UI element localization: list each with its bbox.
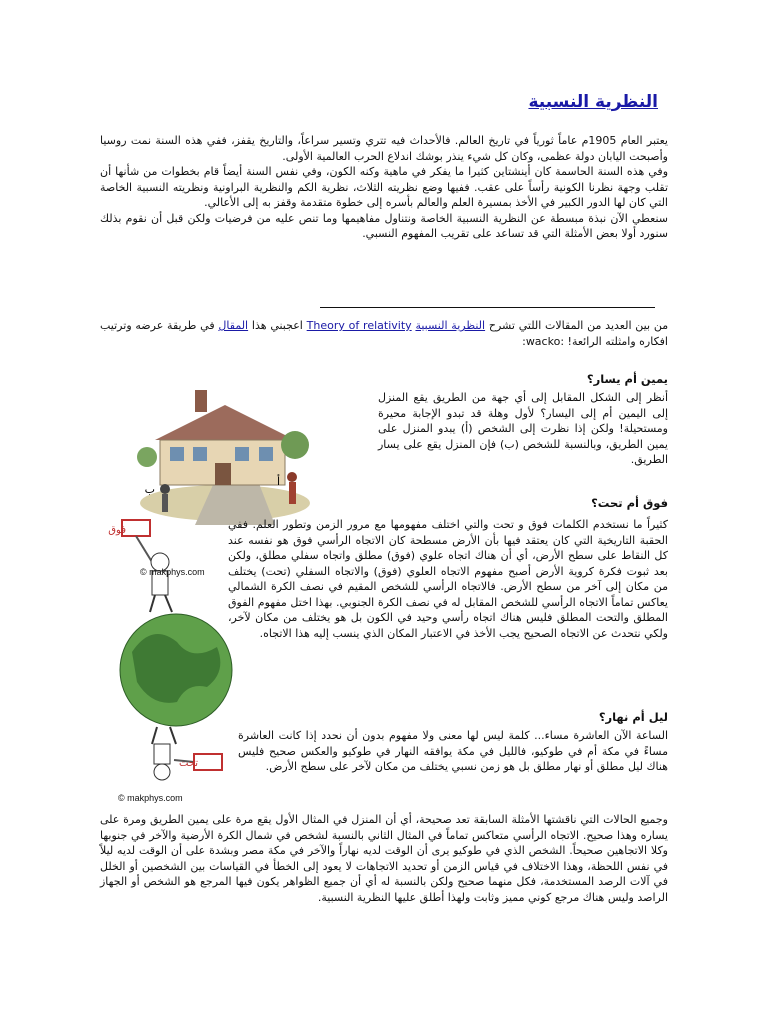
source-text-middle: اعجبني هذا	[251, 319, 303, 332]
image-credit-2: © makphys.com	[118, 793, 183, 803]
sign-top-text: فوق	[108, 525, 126, 536]
text-night-day: الساعة الآن العاشرة مساء... كلمة ليس لها معنى ولا مفهوم بدون أن نحدد إذا كانت العاشرة مساءً في مكة أم في طوكيو، فالليل في مكة يوافقه النهار في طوكيو والعكس صحيح فليس هناك ليل مطلق أو نهار مطلق بل هو زمن نسبي يختلف من مكان لآخر على سطح الأرض.	[238, 729, 668, 773]
image-credit-1: © makphys.com	[140, 567, 205, 577]
heading-right-left: يمين أم يسار؟	[586, 372, 668, 386]
label-a: أ	[276, 475, 280, 488]
heading-up-down: فوق أم تحت؟	[591, 496, 668, 510]
intro-paragraph-2: وفي هذه السنة الحاسمة كان أينشتاين كثيرا ما يفكر في ماهية وكنه الكون، وفي نفس السنة أيضاً قام بخطوات من شأنها أن تقلب وجهة نظرنا الكونية رأساً على عقب. ففيها وضع نظريته الثلاث، نظرية الكم والنظرية البراونية ونظريته النسبية الخاصة التي كان لها الدور الكبير في الأخذ بمسيرة العلم والعالم بأسره إلى خطوة متقدمة وقفز به إلى الأعالي.	[100, 165, 668, 209]
conclusion-text: وجميع الحالات التي ناقشتها الأمثلة السابقة تعد صحيحة، أي أن المنزل في المثال الأول يقع مرة على يمين الطريق ومرة على يساره وهذا صحيح. الاتجاه الرأسي متعاكس تماماً في المثال الثاني بالنسبة لشخص في شمال الكرة الأرضية والآخر في جنوبها وكلا الاتجاهين صحيحاً. الشخص الذي في طوكيو يرى أن الوقت لديه نهاراً والآخر في مكة مصر وبشدة على أن الوقت لديه ليلاً في نفس اللحظة، وهذا الاختلاف في قياس الزمن أو تحديد الاتجاهات لا يعود إلى الخطأ في القياسات بين الشخصين أو الخلل في آلات الرصد المستخدمة، فكل منهما صحيح ولكن بالنسبة له أي أن جميع الظواهر يكون فيها المرجع هو الشخص أو الجهاز الراصد وليس هناك مرجع كوني مميز وثابت ولهذا أطلق عليها النظرية النسبية.	[100, 813, 668, 904]
source-note	[100, 318, 668, 349]
house-road-illustration	[135, 385, 310, 525]
link-relativity-en[interactable]: Theory of relativity	[306, 319, 412, 332]
separator-line	[320, 307, 655, 308]
heading-night-day: ليل أم نهار؟	[598, 710, 668, 724]
intro-text	[100, 133, 668, 242]
sign-bottom-text: تحت	[178, 758, 198, 769]
source-text-after: في طريقة عرضه وترتيب افكاره وامثلته الرائعة!	[100, 319, 668, 348]
link-article[interactable]: المقال	[218, 319, 249, 332]
emoticon-tag: :wacko:	[522, 334, 565, 348]
source-text-before: من بين العديد من المقالات اللتي تشرح	[488, 319, 669, 332]
text-up-down: كثيراً ما نستخدم الكلمات فوق و تحت والتي اختلف مفهومها مع مرور الزمن وتطور العلم. ففي الحقبة التاريخية التي كان يعتقد فيها بأن الأرض مسطحة كان الاتجاه الرأسي فوق هو نفسه عند كل النقاط على سطح الأرض، أي أن هناك اتجاه علوي (فوق) مطلق واتجاه سفلي مطلق، ولكن بعد ثبوت فكرة كروية الأرض أصبح مفهوم الاتجاه العلوي (فوق) والاتجاه السفلي (تحت) يختلف من مكان إلى آخر من سطح الأرض. فالاتجاه الرأسي للشخص المقيم في نصف الكرة الشمالي يعاكس تماماً الاتجاه الرأسي للشخص المقابل له في نصف الكرة الجنوبي. بهذا اختل مفهوم الفوق المطلق والتحت المطلق فليس هناك اتجاه رأسي وحيد في الكون بل هو يختلف من مكان لآخر، ولكي نتحدث عن الاتجاه الصحيح يجب الأخذ في الاعتبار المكان الذي ينسب إليه هذا الاتجاه.	[228, 518, 668, 640]
intro-paragraph-3: سنعطي الآن نبذة مبسطة عن النظرية النسبية الخاصة ونتناول مفاهيمها وما تنص عليه من فرضيات ولكن قبل أن نقوم بذلك سنورد أولا بعض الأمثلة التي قد تساعد على تقريب المفهوم النسبي.	[100, 211, 668, 240]
text-right-left: أنظر إلى الشكل المقابل إلى أي جهة من الطريق يقع المنزل إلى اليمين أم إلى اليسار؟ لأول وهلة قد تبدو الإجابة محيرة ومستحيلة! ولكن إذا نظرت إلى الشخص (أ) يبدو المنزل على يمين الطريق، وبالنسبة للشخص (ب) فإن المنزل يقع على يسار الطريق.	[378, 391, 668, 466]
page-title: النظرية النسبية	[528, 92, 658, 112]
globe-figures-illustration	[108, 512, 242, 792]
link-relativity-ar[interactable]: النظرية النسبية	[415, 319, 486, 332]
intro-paragraph-1: يعتبر العام 1905م عاماً ثورياً في تاريخ العالم. فالأحداث فيه تتري وتسير سراعاً، والتاريخ يقفز، ففي هذه السنة نمت روسيا وأصبحت اليابان دولة عظمى، وكان كل شيء ينذر بوشك اندلاع الحرب العالمية الأولى.	[100, 134, 668, 163]
label-b: ب	[144, 483, 155, 496]
